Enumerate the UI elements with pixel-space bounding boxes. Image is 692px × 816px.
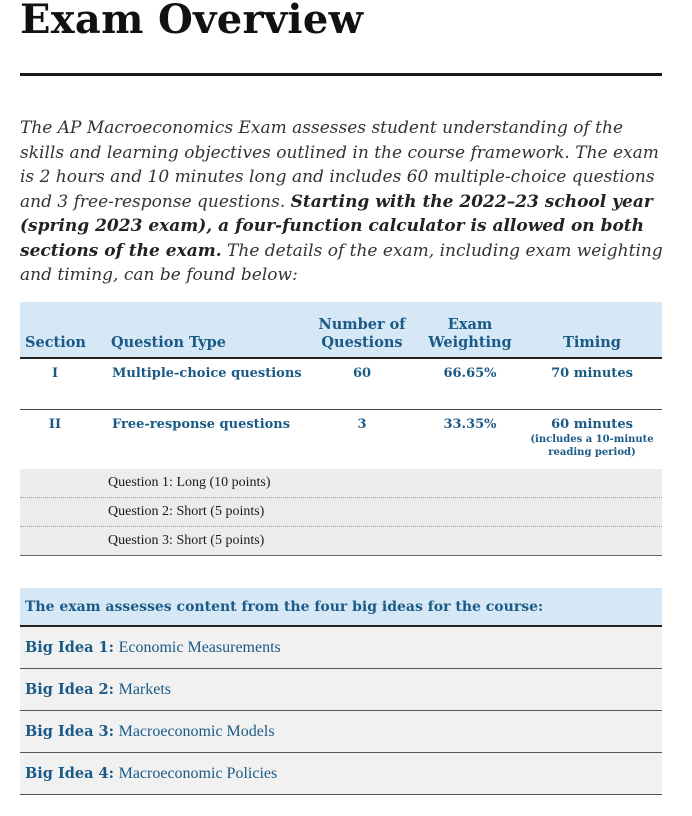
- intro-text-1: The AP Macroeconomics Exam assesses student understanding of the skills and learning objectives outlined in the course framework. The exam is 2 hours and 10 minutes long and includes 60 multiple-choice questions and 3 free-response questions.: [20, 118, 659, 212]
- big-idea-value: Markets: [118, 681, 172, 698]
- exam-table-header: [20, 302, 662, 359]
- row1-section: I: [51, 366, 59, 381]
- header-timing: Timing: [563, 334, 621, 351]
- big-idea-label: Big Idea 1:: [25, 639, 114, 656]
- row2-question-type: Free-response questions: [112, 417, 291, 432]
- big-idea-1: [25, 639, 281, 657]
- list-item: [20, 498, 662, 527]
- intro-paragraph: [20, 116, 668, 288]
- row2-weighting: 33.35%: [443, 417, 497, 432]
- list-item: [20, 627, 662, 669]
- row2-section: II: [48, 417, 62, 432]
- big-idea-label: Big Idea 3:: [25, 723, 114, 740]
- header-section: Section: [25, 334, 86, 351]
- header-number-line2: Questions: [321, 334, 403, 351]
- row2-timing-note-line1: (includes a 10-minute: [530, 434, 654, 445]
- row2-timing: 60 minutes: [551, 417, 633, 432]
- list-item: [20, 469, 662, 498]
- big-idea-label: Big Idea 4:: [25, 765, 114, 782]
- big-idea-value: Macroeconomic Policies: [118, 765, 278, 782]
- header-question-type: Question Type: [111, 334, 227, 351]
- page-title: Exam Overview: [20, 0, 364, 43]
- intro-text-2: The details of the exam, including exam weighting and timing, can be found below:: [20, 240, 663, 285]
- list-item: [20, 527, 662, 556]
- row1-question-type: Multiple-choice questions: [112, 366, 302, 381]
- big-idea-value: Macroeconomic Models: [118, 723, 275, 740]
- big-idea-value: Economic Measurements: [118, 639, 281, 656]
- free-response-subquestions: [20, 469, 662, 556]
- subquestion-1: Question 1: Long (10 points): [108, 475, 271, 490]
- intro-bold-text: Starting with the 2022–23 school year (spring 2023 exam), a four-function calculator is allowed on both sections of the exam.: [20, 191, 653, 261]
- row2-timing-note-line2: reading period): [548, 447, 636, 458]
- row1-number: 60: [352, 366, 372, 381]
- header-number-of-questions: [316, 316, 408, 352]
- big-ideas-heading: The exam assesses content from the four big ideas for the course:: [25, 599, 544, 615]
- row2-number: 3: [357, 417, 367, 432]
- exam-table: [20, 302, 662, 548]
- header-number-line1: Number of: [318, 316, 406, 333]
- big-idea-2: [25, 681, 171, 699]
- row2-timing-cell: [525, 417, 659, 459]
- subquestion-2: Question 2: Short (5 points): [108, 504, 265, 519]
- title-divider: [20, 73, 662, 76]
- header-exam-weighting: [420, 316, 520, 352]
- table-row: [20, 410, 662, 468]
- subquestion-3: Question 3: Short (5 points): [108, 533, 265, 548]
- big-idea-4: [25, 765, 277, 783]
- list-item: [20, 711, 662, 753]
- list-item: [20, 753, 662, 795]
- big-idea-3: [25, 723, 275, 741]
- list-item: [20, 669, 662, 711]
- big-ideas-header: [20, 588, 662, 627]
- big-idea-label: Big Idea 2:: [25, 681, 114, 698]
- row1-timing: 70 minutes: [551, 366, 633, 381]
- big-ideas-table: [20, 588, 662, 795]
- row1-weighting: 66.65%: [443, 366, 497, 381]
- header-weight-line1: Exam: [447, 316, 493, 333]
- table-row: [20, 359, 662, 409]
- header-weight-line2: Weighting: [428, 334, 512, 351]
